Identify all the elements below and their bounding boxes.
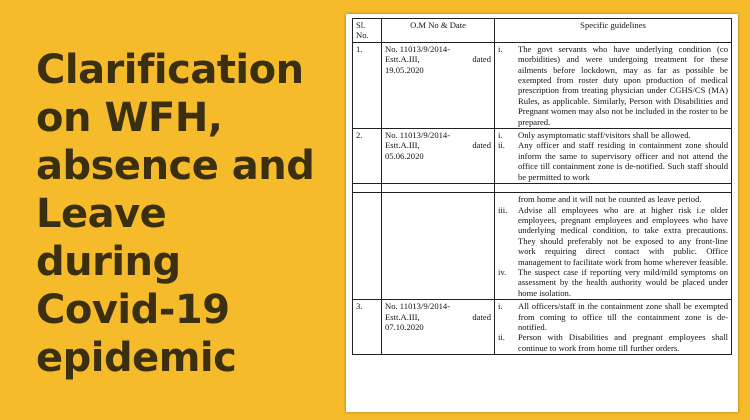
guideline-text: The suspect case if reporting very mild/mild symptoms on assessment by the health authority would be placed under home isolation. <box>518 266 728 298</box>
om-date: 05.06.2020 <box>385 150 424 161</box>
om-cell <box>382 129 495 184</box>
om-number: No. 11013/9/2014- <box>385 301 451 312</box>
guideline-text: Person with Disabilities and pregnant employees shall continue to work from home till further orders. <box>518 332 728 353</box>
guideline-text: Any officer and staff residing in containment zone should inform the same to supervisory officer and not attend the office till containment zone is de-notified. Such staff should be permitted to work <box>518 140 728 182</box>
guideline-item <box>498 267 728 298</box>
guideline-number: i. <box>498 301 503 312</box>
om-branch: Estt.A.III, <box>385 311 420 322</box>
headline <box>36 46 336 382</box>
om-branch: Estt.A.III, <box>385 140 420 151</box>
om-dated-label: dated <box>472 140 491 151</box>
guideline-number: ii. <box>498 140 505 151</box>
guideline-item <box>498 44 728 127</box>
headline-line: epidemic <box>36 335 237 381</box>
guideline-item <box>498 130 728 140</box>
sl-no-cell: 2. <box>353 129 382 184</box>
headline-line: on WFH, <box>36 95 223 141</box>
header-specific-guidelines: Specific guidelines <box>495 19 732 43</box>
headline-line: Covid-19 <box>36 287 230 333</box>
om-number: No. 11013/9/2014- <box>385 43 451 54</box>
om-branch: Estt.A.III, <box>385 54 420 65</box>
guidelines-cell <box>495 42 732 128</box>
om-dated-label: dated <box>472 311 491 322</box>
table-header-row <box>353 19 732 43</box>
guideline-item <box>498 205 728 267</box>
headline-line: Leave <box>36 191 167 237</box>
table-row <box>353 193 732 300</box>
om-date: 07.10.2020 <box>385 321 424 332</box>
guideline-number: i. <box>498 130 503 141</box>
guideline-number: iii. <box>498 204 508 215</box>
om-date: 19.05.2020 <box>385 64 424 75</box>
guideline-number: ii. <box>498 332 505 343</box>
om-branch-line <box>385 140 491 150</box>
om-branch-line <box>385 312 491 322</box>
guideline-item <box>498 301 728 332</box>
guideline-number: i. <box>498 43 503 54</box>
om-dated-label: dated <box>472 54 491 65</box>
guidelines-cell <box>495 129 732 184</box>
table-row <box>353 42 732 128</box>
header-sl-no: Sl. No. <box>353 19 382 43</box>
guideline-number: iv. <box>498 266 507 277</box>
guideline-text: from home and it will not be counted as leave period. <box>518 194 702 205</box>
guideline-text: The govt servants who have underlying condition (co morbidities) and were undergoing treatment for these ailments before lockdown, may as far as possible be exempted from roster duty upon production of medical prescription from treating physician under CGHS/CS (MA) Rules, as applicable. Similarly, Person with Disabilities and Pregnant women may also not be included in the roster to be prepared. <box>518 43 728 127</box>
page-break-row <box>353 184 732 193</box>
headline-line: Clarification <box>36 47 304 93</box>
guideline-text: All officers/staff in the containment zone shall be exempted from coming to office till the containment zone is de-notified. <box>518 301 728 332</box>
guidelines-table <box>352 18 732 355</box>
guidelines-cell <box>495 193 732 300</box>
om-cell <box>382 193 495 300</box>
table-body <box>353 42 732 354</box>
om-cell <box>382 42 495 128</box>
guideline-number <box>498 194 518 204</box>
guideline-item <box>498 140 728 182</box>
document-scan <box>346 14 738 412</box>
headline-line: absence and <box>36 143 315 189</box>
guideline-text: Advise all employees who are at higher risk i.e older employees, pregnant employees and employees who have underlying medical condition, to take extra precautions. They should preferably not be exposed to any front-line work requiring direct contact with public. Office management to facilitate work from home wherever feasible. <box>518 204 728 267</box>
headline-line: during <box>36 239 181 285</box>
om-branch-line <box>385 54 491 64</box>
sl-no-cell <box>353 193 382 300</box>
sl-no-cell: 3. <box>353 300 382 355</box>
guideline-text: Only asymptomatic staff/visitors shall be allowed. <box>518 130 691 141</box>
table-row <box>353 129 732 184</box>
om-number: No. 11013/9/2014- <box>385 130 451 141</box>
om-cell <box>382 300 495 355</box>
guidelines-cell <box>495 300 732 355</box>
guideline-item <box>498 332 728 353</box>
sl-no-cell: 1. <box>353 42 382 128</box>
guideline-item <box>498 194 728 204</box>
table-row <box>353 300 732 355</box>
header-om-no-date: O.M No & Date <box>382 19 495 43</box>
